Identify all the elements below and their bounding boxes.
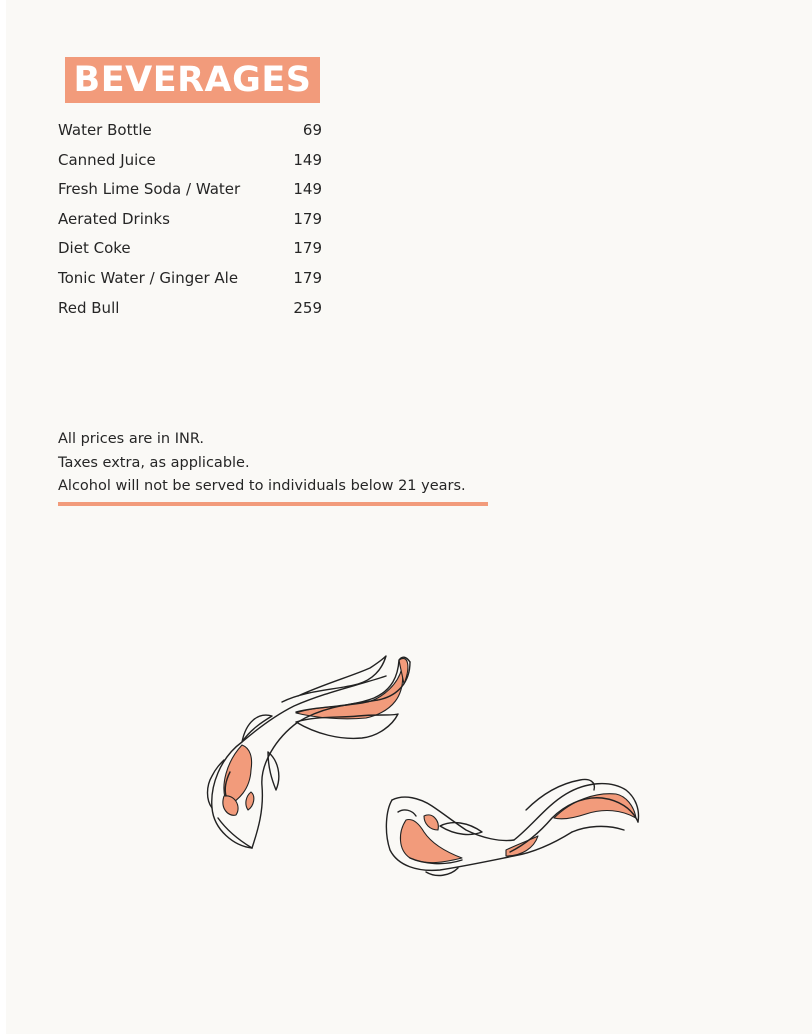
note-taxes-extra: Taxes extra, as applicable.: [58, 454, 250, 471]
menu-item-name: Aerated Drinks: [58, 209, 170, 228]
menu-item-name: Red Bull: [58, 298, 120, 317]
menu-item-price: 149: [293, 180, 322, 199]
koi-fish-pair-line-art-icon: [6, 0, 812, 1034]
section-title-beverages: BEVERAGES: [65, 57, 320, 103]
menu-item-price: 149: [293, 150, 322, 169]
koi-fish-right-icon: [386, 779, 638, 875]
menu-item-price: 69: [302, 121, 322, 139]
menu-page: [6, 0, 812, 1034]
note-prices-inr: All prices are in INR.: [58, 431, 205, 447]
menu-item-price: 179: [293, 268, 322, 287]
koi-fish-left-icon: [208, 656, 411, 848]
menu-item-name: Water Bottle: [58, 121, 152, 139]
menu-item-name: Diet Coke: [58, 239, 131, 258]
menu-item-name: Canned Juice: [58, 150, 156, 169]
note-alcohol-age-limit: Alcohol will not be served to individuals below 21 years.: [58, 478, 466, 494]
menu-item-name: Fresh Lime Soda / Water: [58, 180, 241, 199]
menu-item-price: 179: [293, 239, 322, 258]
menu-item-name: Tonic Water / Ginger Ale: [58, 268, 239, 287]
menu-item-price: 179: [293, 209, 322, 228]
menu-item-price: 259: [293, 298, 322, 317]
